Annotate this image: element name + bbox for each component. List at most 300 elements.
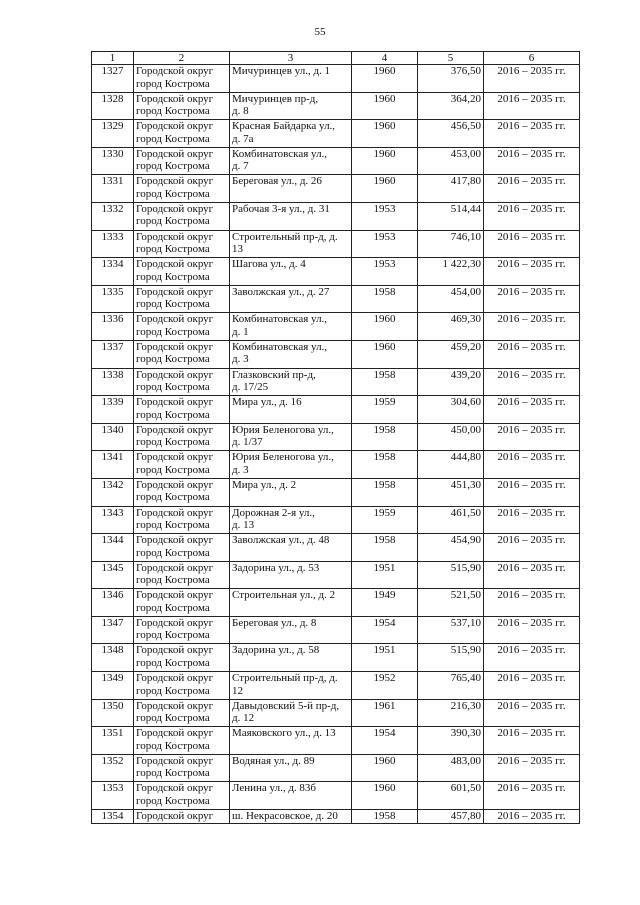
area-cell-text: 483,00	[450, 754, 481, 767]
repair-period-cell	[484, 368, 580, 396]
address-cell-text: Строительный пр-д, д.	[232, 672, 338, 685]
row-number-cell-text: 1351	[101, 727, 124, 740]
address-cell	[230, 810, 352, 824]
year-built-cell	[352, 616, 418, 644]
year-built-cell	[352, 589, 418, 617]
owner-cell-text: Городской округ	[136, 561, 214, 574]
year-built-cell-text: 1958	[373, 534, 396, 547]
column-header: 5	[418, 52, 484, 65]
owner-cell-text: Городской округ	[136, 644, 214, 657]
owner-cell-text: Городской округ	[136, 727, 214, 740]
area-cell	[418, 561, 484, 589]
table-row	[92, 478, 580, 506]
owner-cell-text: Городской округ	[136, 396, 214, 409]
row-number-cell	[92, 782, 134, 810]
owner-cell-text: город Кострома	[136, 629, 210, 642]
row-number-cell-text: 1343	[101, 506, 124, 519]
owner-cell	[134, 589, 230, 617]
table-row	[92, 561, 580, 589]
owner-cell-text: Городской округ	[136, 616, 214, 629]
address-cell	[230, 65, 352, 93]
owner-cell-text: Городской округ	[136, 230, 214, 243]
row-number-cell	[92, 644, 134, 672]
owner-cell	[134, 120, 230, 148]
row-number-cell	[92, 120, 134, 148]
owner-cell-text: Городской округ	[136, 120, 214, 133]
owner-cell	[134, 258, 230, 286]
year-built-cell	[352, 561, 418, 589]
address-cell-text: Задорина ул., д. 58	[232, 644, 320, 657]
row-number-cell	[92, 672, 134, 700]
row-number-cell	[92, 423, 134, 451]
repair-period-cell	[484, 120, 580, 148]
row-number-cell-text: 1329	[101, 120, 124, 133]
area-cell-text: 417,80	[450, 175, 481, 188]
repair-period-cell	[484, 782, 580, 810]
address-cell-text: Красная Байдарка ул.,	[232, 120, 336, 133]
owner-cell	[134, 616, 230, 644]
area-cell	[418, 644, 484, 672]
table-row	[92, 120, 580, 148]
owner-cell-text: Городской округ	[136, 258, 214, 271]
table-row	[92, 727, 580, 755]
area-cell	[418, 258, 484, 286]
year-built-cell-text: 1954	[373, 727, 396, 740]
owner-cell-text: Городской округ	[136, 478, 214, 491]
area-cell	[418, 451, 484, 479]
owner-cell-text: Городской округ	[136, 506, 214, 519]
address-cell-text: Комбинатовская ул.,	[232, 340, 328, 353]
owner-cell-text: город Кострома	[136, 381, 210, 394]
row-number-cell	[92, 65, 134, 93]
area-cell	[418, 230, 484, 258]
repair-period-cell	[484, 616, 580, 644]
area-cell	[418, 810, 484, 824]
address-cell-text: Мичуринцев ул., д. 1	[232, 65, 331, 77]
table-header-row	[92, 52, 580, 65]
owner-cell	[134, 368, 230, 396]
area-cell-text: 459,20	[450, 340, 481, 353]
address-cell	[230, 506, 352, 534]
area-cell-text: 454,90	[450, 534, 481, 547]
year-built-cell	[352, 672, 418, 700]
area-cell-text: 515,90	[450, 644, 481, 657]
row-number-cell-text: 1334	[101, 258, 124, 271]
repair-period-cell	[484, 451, 580, 479]
address-cell	[230, 589, 352, 617]
repair-period-cell-text: 2016 – 2035 гг.	[497, 754, 566, 767]
address-cell-text: д. 8	[232, 105, 249, 118]
owner-cell-text: Городской округ	[136, 285, 214, 298]
address-cell	[230, 285, 352, 313]
owner-cell-text: город Кострома	[136, 712, 210, 725]
repair-period-cell	[484, 478, 580, 506]
table-row	[92, 147, 580, 175]
year-built-cell-text: 1958	[373, 423, 396, 436]
address-cell-text: д. 7	[232, 160, 249, 173]
owner-cell-text: город Кострома	[136, 270, 210, 283]
area-cell	[418, 423, 484, 451]
year-built-cell-text: 1958	[373, 810, 396, 823]
row-number-cell-text: 1347	[101, 616, 124, 629]
owner-cell	[134, 230, 230, 258]
area-cell	[418, 92, 484, 120]
address-cell	[230, 699, 352, 727]
address-cell-text: Комбинатовская ул.,	[232, 147, 328, 160]
row-number-cell	[92, 810, 134, 824]
row-number-cell	[92, 506, 134, 534]
year-built-cell-text: 1960	[373, 782, 396, 795]
table-row	[92, 672, 580, 700]
address-cell-text: 13	[232, 243, 243, 256]
area-cell-text: 304,60	[450, 396, 481, 409]
area-cell	[418, 754, 484, 782]
area-cell-text: 461,50	[450, 506, 481, 519]
address-cell-text: ш. Некрасовское, д. 20	[232, 810, 338, 823]
owner-cell-text: город Кострома	[136, 353, 210, 366]
area-cell-text: 1 422,30	[442, 258, 481, 271]
row-number-cell	[92, 754, 134, 782]
repair-period-cell	[484, 92, 580, 120]
column-header: 2	[134, 52, 230, 65]
address-cell-text: Шагова ул., д. 4	[232, 258, 306, 271]
owner-cell-text: город Кострома	[136, 436, 210, 449]
owner-cell-text: Городской округ	[136, 589, 214, 602]
owner-cell-text: город Кострома	[136, 187, 210, 200]
address-cell	[230, 672, 352, 700]
row-number-cell-text: 1342	[101, 478, 124, 491]
year-built-cell	[352, 699, 418, 727]
area-cell	[418, 506, 484, 534]
address-cell-text: Маяковского ул., д. 13	[232, 727, 336, 740]
year-built-cell-text: 1953	[373, 202, 396, 215]
repair-period-cell	[484, 561, 580, 589]
table-row	[92, 396, 580, 424]
year-built-cell-text: 1953	[373, 230, 396, 243]
owner-cell-text: город Кострома	[136, 298, 210, 311]
owner-cell	[134, 506, 230, 534]
column-header: 1	[92, 52, 134, 65]
row-number-cell-text: 1336	[101, 313, 124, 326]
repair-period-cell-text: 2016 – 2035 гг.	[497, 561, 566, 574]
address-cell-text: д. 17/25	[232, 381, 269, 394]
table-row	[92, 175, 580, 203]
row-number-cell-text: 1327	[101, 65, 124, 77]
address-cell-text: Береговая ул., д. 26	[232, 175, 322, 188]
repair-period-cell-text: 2016 – 2035 гг.	[497, 258, 566, 271]
area-cell	[418, 727, 484, 755]
address-cell	[230, 202, 352, 230]
row-number-cell-text: 1338	[101, 368, 124, 381]
repair-period-cell-text: 2016 – 2035 гг.	[497, 727, 566, 740]
year-built-cell-text: 1960	[373, 92, 396, 105]
row-number-cell-text: 1330	[101, 147, 124, 160]
row-number-cell-text: 1333	[101, 230, 124, 243]
address-cell-text: д. 3	[232, 353, 249, 366]
address-cell-text: Рабочая 3-я ул., д. 31	[232, 202, 330, 215]
repair-period-cell-text: 2016 – 2035 гг.	[497, 782, 566, 795]
row-number-cell	[92, 534, 134, 562]
repair-period-cell	[484, 506, 580, 534]
address-cell	[230, 727, 352, 755]
area-cell-text: 450,00	[450, 423, 481, 436]
row-number-cell-text: 1340	[101, 423, 124, 436]
repair-period-cell	[484, 699, 580, 727]
area-cell-text: 537,10	[450, 616, 481, 629]
row-number-cell-text: 1350	[101, 699, 124, 712]
address-cell	[230, 147, 352, 175]
repair-period-cell	[484, 810, 580, 824]
area-cell-text: 439,20	[450, 368, 481, 381]
owner-cell-text: Городской округ	[136, 313, 214, 326]
address-cell	[230, 396, 352, 424]
year-built-cell-text: 1960	[373, 340, 396, 353]
row-number-cell	[92, 340, 134, 368]
owner-cell	[134, 561, 230, 589]
repair-period-cell-text: 2016 – 2035 гг.	[497, 644, 566, 657]
row-number-cell-text: 1354	[101, 810, 124, 823]
address-cell-text: д. 12	[232, 712, 255, 725]
owner-cell	[134, 644, 230, 672]
year-built-cell-text: 1958	[373, 368, 396, 381]
row-number-cell-text: 1337	[101, 340, 124, 353]
address-cell	[230, 644, 352, 672]
address-cell-text: Мира ул., д. 2	[232, 478, 297, 491]
owner-cell-text: Городской округ	[136, 672, 214, 685]
column-header: 4	[352, 52, 418, 65]
row-number-cell-text: 1352	[101, 754, 124, 767]
area-cell-text: 216,30	[450, 699, 481, 712]
area-cell-text: 746,10	[450, 230, 481, 243]
owner-cell-text: город Кострома	[136, 767, 210, 780]
year-built-cell	[352, 478, 418, 506]
repair-period-cell	[484, 644, 580, 672]
repair-period-cell-text: 2016 – 2035 гг.	[497, 589, 566, 602]
table-row	[92, 340, 580, 368]
repair-period-cell-text: 2016 – 2035 гг.	[497, 506, 566, 519]
row-number-cell-text: 1345	[101, 561, 124, 574]
year-built-cell	[352, 92, 418, 120]
area-cell-text: 454,00	[450, 285, 481, 298]
row-number-cell	[92, 175, 134, 203]
year-built-cell	[352, 754, 418, 782]
repair-period-cell-text: 2016 – 2035 гг.	[497, 396, 566, 409]
owner-cell-text: город Кострома	[136, 546, 210, 559]
repair-period-cell-text: 2016 – 2035 гг.	[497, 672, 566, 685]
address-cell	[230, 230, 352, 258]
repair-period-cell	[484, 340, 580, 368]
address-cell	[230, 451, 352, 479]
year-built-cell-text: 1958	[373, 285, 396, 298]
table-row	[92, 285, 580, 313]
row-number-cell	[92, 202, 134, 230]
owner-cell-text: город Кострома	[136, 519, 210, 531]
address-cell	[230, 561, 352, 589]
table-row	[92, 644, 580, 672]
address-cell	[230, 92, 352, 120]
year-built-cell	[352, 423, 418, 451]
area-cell	[418, 396, 484, 424]
repair-period-cell-text: 2016 – 2035 гг.	[497, 65, 566, 77]
year-built-cell	[352, 644, 418, 672]
row-number-cell-text: 1335	[101, 285, 124, 298]
area-cell-text: 469,30	[450, 313, 481, 326]
repair-period-cell	[484, 258, 580, 286]
row-number-cell-text: 1332	[101, 202, 124, 215]
repair-period-cell-text: 2016 – 2035 гг.	[497, 810, 566, 823]
year-built-cell-text: 1960	[373, 313, 396, 326]
area-cell-text: 514,44	[450, 202, 481, 215]
repair-period-cell	[484, 423, 580, 451]
row-number-cell	[92, 258, 134, 286]
owner-cell-text: Городской округ	[136, 65, 214, 77]
table-row	[92, 506, 580, 534]
owner-cell-text: город Кострома	[136, 574, 210, 587]
address-cell	[230, 120, 352, 148]
page-number: 55	[314, 26, 326, 38]
address-cell-text: Дорожная 2-я ул.,	[232, 506, 315, 519]
row-number-cell	[92, 561, 134, 589]
address-cell-text: д. 7а	[232, 132, 254, 145]
address-cell	[230, 534, 352, 562]
repair-period-cell	[484, 202, 580, 230]
area-cell-text: 457,80	[450, 810, 481, 823]
repair-period-cell-text: 2016 – 2035 гг.	[497, 313, 566, 326]
address-cell	[230, 478, 352, 506]
area-cell	[418, 65, 484, 93]
owner-cell-text: Городской округ	[136, 340, 214, 353]
repair-period-cell-text: 2016 – 2035 гг.	[497, 699, 566, 712]
repair-period-cell-text: 2016 – 2035 гг.	[497, 202, 566, 215]
address-cell	[230, 175, 352, 203]
area-cell-text: 521,50	[450, 589, 481, 602]
row-number-cell	[92, 368, 134, 396]
address-cell	[230, 754, 352, 782]
year-built-cell	[352, 396, 418, 424]
table-row	[92, 782, 580, 810]
area-cell	[418, 340, 484, 368]
owner-cell-text: город Кострома	[136, 463, 210, 476]
year-built-cell	[352, 727, 418, 755]
repair-period-cell-text: 2016 – 2035 гг.	[497, 478, 566, 491]
owner-cell-text: город Кострома	[136, 684, 210, 697]
owner-cell	[134, 202, 230, 230]
row-number-cell	[92, 451, 134, 479]
owner-cell	[134, 423, 230, 451]
repair-period-cell	[484, 147, 580, 175]
address-cell-text: Заволжская ул., д. 48	[232, 534, 330, 547]
owner-cell	[134, 313, 230, 341]
owner-cell	[134, 92, 230, 120]
repair-period-cell	[484, 534, 580, 562]
owner-cell	[134, 727, 230, 755]
row-number-cell	[92, 478, 134, 506]
owner-cell-text: город Кострома	[136, 132, 210, 145]
owner-cell-text: город Кострома	[136, 325, 210, 338]
address-cell-text: Давыдовский 5-й пр-д,	[232, 699, 340, 712]
area-cell	[418, 202, 484, 230]
area-cell	[418, 147, 484, 175]
area-cell	[418, 782, 484, 810]
owner-cell	[134, 672, 230, 700]
year-built-cell-text: 1959	[373, 396, 396, 409]
year-built-cell	[352, 120, 418, 148]
owner-cell-text: Городской округ	[136, 699, 214, 712]
area-cell	[418, 478, 484, 506]
address-cell-text: Задорина ул., д. 53	[232, 561, 320, 574]
row-number-cell	[92, 727, 134, 755]
owner-cell	[134, 396, 230, 424]
row-number-cell	[92, 285, 134, 313]
repair-period-cell	[484, 754, 580, 782]
address-cell-text: д. 3	[232, 463, 249, 476]
owner-cell	[134, 175, 230, 203]
area-cell-text: 376,50	[450, 65, 481, 77]
area-cell	[418, 616, 484, 644]
repair-period-cell	[484, 727, 580, 755]
area-cell-text: 451,30	[450, 478, 481, 491]
area-cell-text: 453,00	[450, 147, 481, 160]
column-header: 3	[230, 52, 352, 65]
row-number-cell-text: 1349	[101, 672, 124, 685]
owner-cell	[134, 810, 230, 824]
owner-cell	[134, 285, 230, 313]
table-row	[92, 202, 580, 230]
year-built-cell	[352, 451, 418, 479]
owner-cell-text: город Кострома	[136, 215, 210, 228]
row-number-cell-text: 1341	[101, 451, 124, 464]
row-number-cell-text: 1348	[101, 644, 124, 657]
repair-period-cell-text: 2016 – 2035 гг.	[497, 285, 566, 298]
owner-cell	[134, 754, 230, 782]
year-built-cell-text: 1960	[373, 65, 396, 77]
address-cell-text: Глазковский пр-д,	[232, 368, 316, 381]
address-cell	[230, 616, 352, 644]
repair-period-cell	[484, 672, 580, 700]
area-cell	[418, 175, 484, 203]
housing-register-table	[91, 51, 580, 824]
area-cell-text: 364,20	[450, 92, 481, 105]
year-built-cell-text: 1960	[373, 147, 396, 160]
year-built-cell-text: 1951	[373, 561, 396, 574]
repair-period-cell-text: 2016 – 2035 гг.	[497, 120, 566, 133]
year-built-cell-text: 1954	[373, 616, 396, 629]
column-header: 6	[484, 52, 580, 65]
owner-cell-text: город Кострома	[136, 656, 210, 669]
area-cell	[418, 534, 484, 562]
table-row	[92, 754, 580, 782]
year-built-cell-text: 1953	[373, 258, 396, 271]
address-cell-text: 12	[232, 684, 243, 697]
area-cell	[418, 699, 484, 727]
area-cell	[418, 313, 484, 341]
table-row	[92, 810, 580, 824]
year-built-cell	[352, 534, 418, 562]
year-built-cell-text: 1952	[373, 672, 396, 685]
repair-period-cell-text: 2016 – 2035 гг.	[497, 423, 566, 436]
row-number-cell	[92, 699, 134, 727]
table-row	[92, 699, 580, 727]
address-cell-text: д. 1	[232, 325, 249, 338]
owner-cell-text: город Кострома	[136, 408, 210, 421]
address-cell	[230, 258, 352, 286]
area-cell	[418, 368, 484, 396]
address-cell	[230, 313, 352, 341]
address-cell-text: Строительный пр-д, д.	[232, 230, 338, 243]
table-row	[92, 92, 580, 120]
year-built-cell	[352, 258, 418, 286]
owner-cell-text: Городской округ	[136, 202, 214, 215]
